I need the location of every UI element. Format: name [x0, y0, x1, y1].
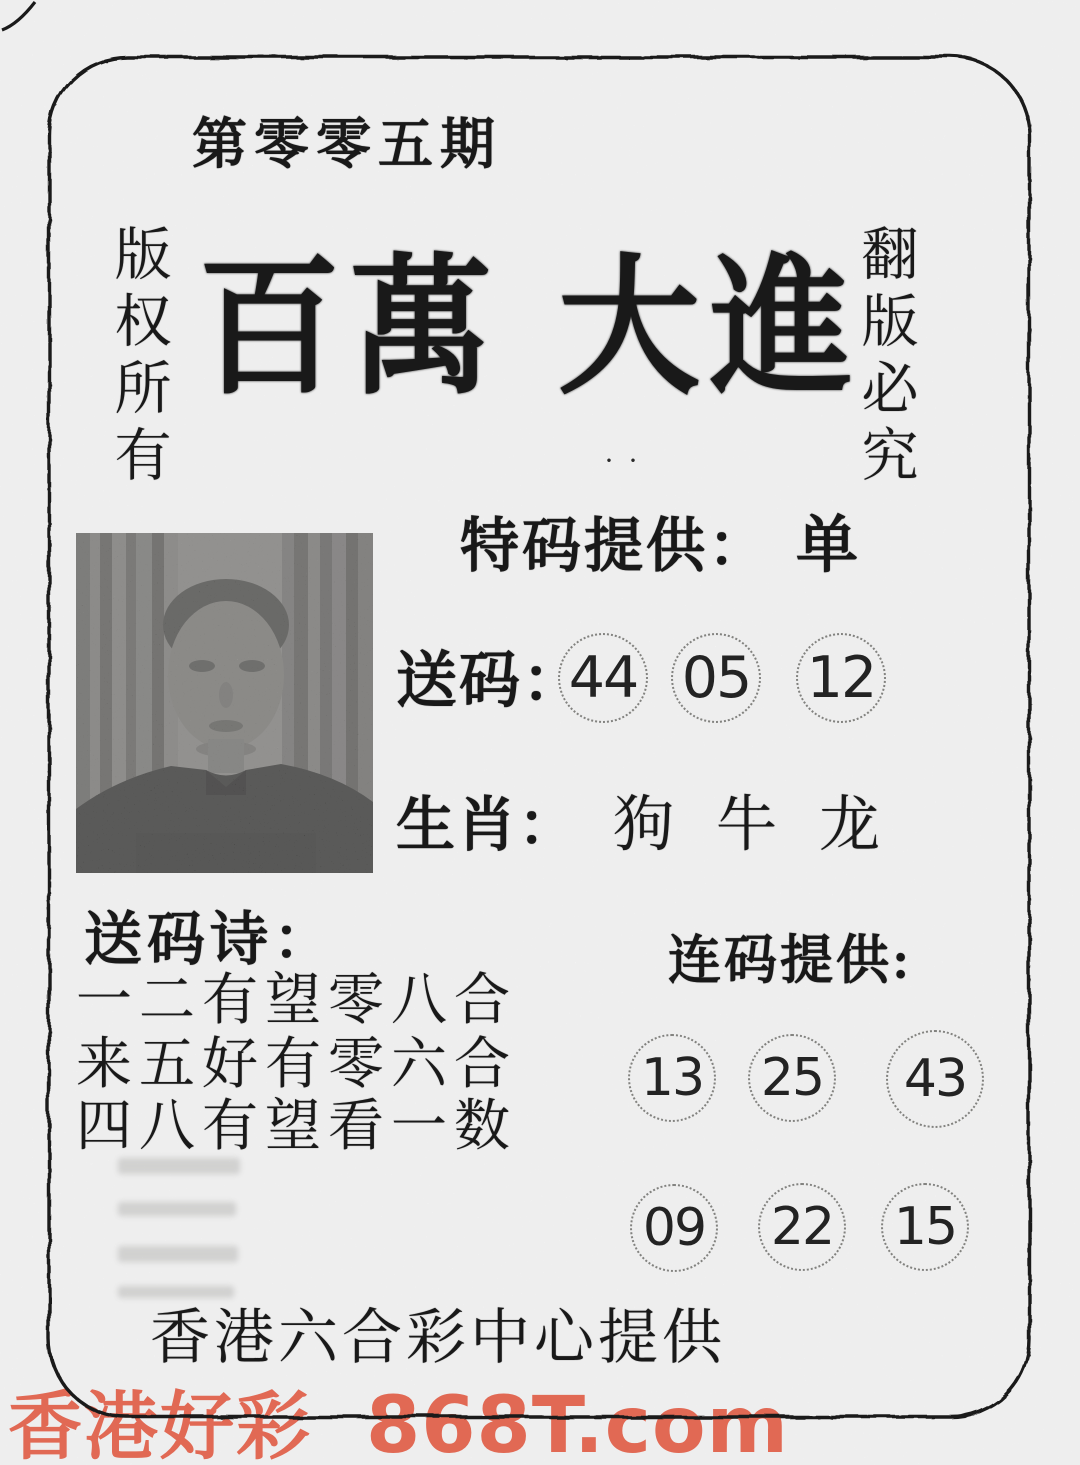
corner-artifact	[2, 2, 35, 30]
poem-line-2: 来五好有零六合	[76, 1034, 517, 1096]
scan-dots: ··	[604, 444, 652, 477]
poem-label: 送码诗：	[84, 907, 337, 972]
issue-number: 第零零五期	[192, 114, 503, 175]
footer-brand-line	[8, 1368, 789, 1465]
poem-line-1: 一二有望零八合	[76, 970, 517, 1032]
zodiac-animal-2: 牛	[716, 792, 778, 859]
portrait-photo	[76, 533, 373, 873]
serial-ball-2: 25	[748, 1034, 836, 1122]
serial-ball-5: 22	[758, 1183, 846, 1271]
bleed-through-mark	[118, 1158, 240, 1174]
gift-code-label: 送码：	[396, 648, 586, 715]
copyright-left: 版权所有	[106, 224, 169, 492]
copyright-right: 翻版必究	[853, 224, 916, 492]
serial-code-label: 连码提供:	[668, 932, 913, 990]
serial-ball-4: 09	[630, 1184, 718, 1272]
special-code-value: 单	[796, 512, 859, 580]
gift-ball-3: 12	[796, 633, 886, 723]
bleed-through-mark	[118, 1246, 238, 1262]
title-char-4: 進	[710, 244, 852, 413]
main-title	[198, 246, 862, 412]
zodiac-animal-1: 狗	[613, 792, 675, 859]
footer-site: 868T.com	[366, 1381, 789, 1465]
title-char-3: 大	[558, 244, 700, 413]
gift-ball-1: 44	[558, 633, 648, 723]
serial-ball-3: 43	[886, 1030, 984, 1128]
provider-line: 香港六合彩中心提供	[150, 1305, 726, 1371]
gift-ball-2: 05	[671, 633, 761, 723]
poem-line-3: 四八有望看一数	[76, 1096, 517, 1158]
footer-brand: 香港好彩	[8, 1384, 312, 1465]
bleed-through-mark	[118, 1202, 236, 1216]
title-char-2: 萬	[350, 244, 492, 413]
serial-ball-1: 13	[628, 1034, 716, 1122]
serial-ball-6: 15	[881, 1183, 969, 1271]
zodiac-animal-3: 龙	[819, 792, 881, 859]
special-code-label: 特码提供：	[460, 513, 771, 579]
zodiac-label: 生肖：	[396, 792, 580, 858]
special-code-line	[460, 495, 858, 584]
title-char-1: 百	[198, 244, 340, 413]
zodiac-line	[396, 776, 922, 863]
